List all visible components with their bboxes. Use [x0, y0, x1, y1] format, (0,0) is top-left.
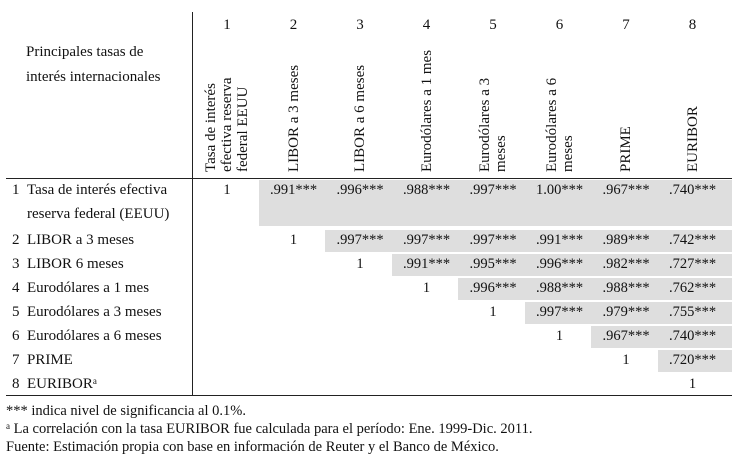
column-number: 4 [422, 17, 431, 33]
table-cell: .967*** [602, 182, 650, 198]
row-label: LIBOR 6 meses [27, 256, 124, 272]
row-label: PRIME [27, 352, 73, 368]
column-header-line: PRIME [618, 126, 635, 172]
column-header-line: Eurodólares a 3 [477, 77, 494, 172]
column-number: 1 [223, 17, 231, 33]
bottom-rule [6, 395, 732, 396]
row-number: 1 [12, 182, 20, 198]
table-cell: .996*** [336, 182, 384, 198]
row-number: 7 [12, 352, 20, 368]
column-header-line: federal EEUU [235, 86, 252, 172]
row-number: 4 [12, 280, 20, 296]
column-header-line: efectiva reserva [219, 77, 236, 172]
row-number: 6 [12, 328, 20, 344]
column-header-line: meses [559, 135, 576, 172]
table-cell: 1 [489, 304, 497, 320]
row-label: Eurodólares a 3 meses [27, 304, 162, 320]
table-cell: .997*** [336, 232, 384, 248]
table-cell: .988*** [535, 280, 584, 296]
corner-title-line: interés internacionales [26, 69, 161, 85]
table-cell: .740*** [668, 328, 717, 344]
column-header-line: Tasa de interés [203, 83, 220, 172]
table-cell: 1.00*** [535, 182, 584, 198]
column-header-line: LIBOR a 3 meses [285, 64, 302, 172]
table-cell: .742*** [668, 232, 717, 248]
note-euribor [6, 421, 532, 438]
corner-title-line: Principales tasas de [26, 44, 144, 60]
column-header-line: EURIBOR [684, 106, 701, 172]
note-significance: *** indica nivel de significancia al 0.1%. [6, 403, 246, 419]
table-cell: .967*** [602, 328, 650, 344]
corner-title [26, 40, 161, 90]
table-cell: .991*** [535, 232, 584, 248]
table-cell: .997*** [402, 232, 451, 248]
column-number: 8 [688, 17, 697, 33]
column-number: 3 [356, 17, 364, 33]
table-cell: .755*** [668, 304, 717, 320]
table-cell: .995*** [469, 256, 517, 272]
table-cell: .982*** [602, 256, 650, 272]
row-label: reserva federal (EEUU) [27, 206, 170, 222]
note-source: Fuente: Estimación propia con base en información de Reuter y el Banco de México. [6, 439, 499, 455]
table-cell: 1 [622, 352, 630, 368]
table-cell: .727*** [668, 256, 717, 272]
row-label: EURIBOR$^a$ [27, 376, 97, 392]
row-number: 5 [12, 304, 20, 320]
table-cell: .740*** [668, 182, 717, 198]
table-cell: 1 [356, 256, 364, 272]
row-label: Eurodólares a 1 mes [27, 280, 150, 296]
table-cell: 1 [422, 280, 431, 296]
stub-divider [192, 12, 193, 395]
table-cell: .989*** [602, 232, 650, 248]
row-label: LIBOR a 3 meses [27, 232, 135, 248]
table-cell: .988*** [602, 280, 650, 296]
table-cell: 1 [289, 232, 298, 248]
row-number: 3 [12, 256, 20, 272]
note-euribor-marker: a [6, 421, 10, 431]
column-header-line: LIBOR a 6 meses [352, 64, 369, 172]
row-label: Tasa de interés efectiva [27, 182, 168, 198]
table-cell: 1 [223, 182, 231, 198]
note-euribor-text: La correlación con la tasa EURIBOR fue calculada para el período: Ene. 1999-Dic. 2011. [10, 421, 533, 437]
column-number: 6 [555, 17, 564, 33]
table-cell: 1 [555, 328, 564, 344]
table-cell: .988*** [402, 182, 451, 198]
row-number: 2 [12, 232, 20, 248]
table-cell: .997*** [469, 232, 517, 248]
table-cell: .997*** [535, 304, 584, 320]
table-cell: .997*** [469, 182, 517, 198]
column-header-line: meses [493, 135, 510, 172]
table-cell: .996*** [535, 256, 584, 272]
table-cell: 1 [688, 376, 697, 392]
column-header-line: Eurodólares a 6 [543, 77, 560, 172]
table-cell: .991*** [402, 256, 451, 272]
table-cell: .991*** [269, 182, 318, 198]
column-number: 7 [622, 17, 630, 33]
row-number: 8 [12, 376, 20, 392]
table-cell: .762*** [668, 280, 717, 296]
header-rule [6, 178, 732, 179]
table-cell: .979*** [602, 304, 650, 320]
row-label: Eurodólares a 6 meses [27, 328, 162, 344]
column-number: 2 [289, 17, 298, 33]
table-cell: .996*** [469, 280, 517, 296]
column-header-line: Eurodólares a 1 mes [418, 49, 435, 172]
row-label-marker: a [92, 376, 97, 386]
table-cell: .720*** [668, 352, 717, 368]
column-number: 5 [489, 17, 497, 33]
